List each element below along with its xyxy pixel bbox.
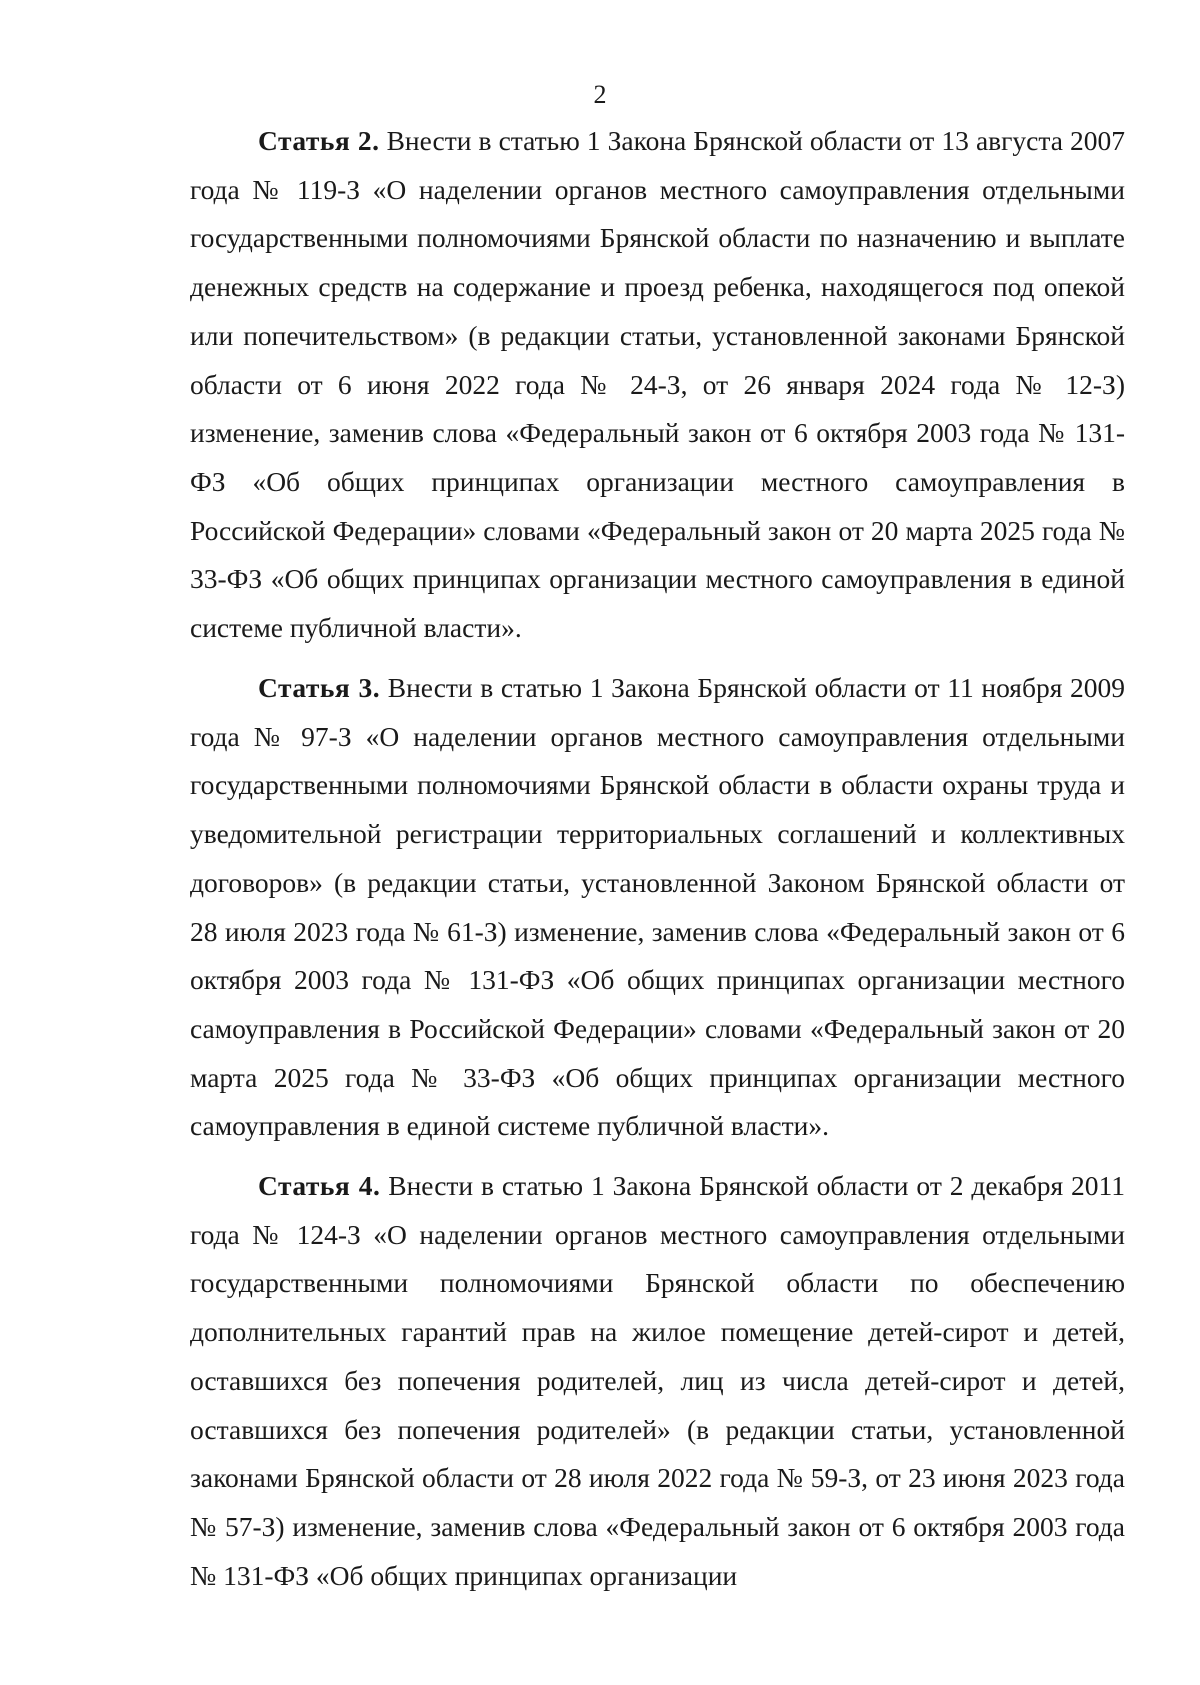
article-3-paragraph bbox=[190, 664, 1125, 1151]
article-2-paragraph bbox=[190, 117, 1125, 653]
article-4-title: Статья 4. bbox=[258, 1170, 381, 1201]
article-2-title: Статья 2. bbox=[258, 125, 380, 156]
article-2-text: Внести в статью 1 Закона Брянской области от 13 августа 2007 года № 119-З «О наделении органов местного самоуправления отдельными государственными полномочиями Брянской области по назначению и выплате денежных средств на содержание и проезд ребенка, находящегося под опекой или попечительством» (в редакции статьи, установленной законами Брянской области от 6 июня 2022 года № 24-З, от 26 января 2024 года № 12-З) изменение, заменив слова «Федеральный закон от 6 октября 2003 года № 131-ФЗ «Об общих принципах организации местного самоуправления в Российской Федерации» словами «Федеральный закон от 20 марта 2025 года № 33-ФЗ «Об общих принципах организации местного самоуправления в единой системе публичной власти». bbox=[190, 125, 1126, 644]
article-4-paragraph bbox=[190, 1162, 1125, 1600]
article-3-title: Статья 3. bbox=[258, 672, 381, 703]
article-4-text: Внести в статью 1 Закона Брянской области от 2 декабря 2011 года № 124-З «О наделении органов местного самоуправления отдельными государственными полномочиями Брянской области по обеспечению дополнительных гарантий прав на жилое помещение детей-сирот и детей, оставшихся без попечения родителей, лиц из числа детей-сирот и детей, оставшихся без попечения родителей» (в редакции статьи, установленной законами Брянской области от 28 июля 2022 года № 59-З, от 23 июня 2023 года № 57-З) изменение, заменив слова «Федеральный закон от 6 октября 2003 года № 131-ФЗ «Об общих принципах организации bbox=[190, 1170, 1126, 1591]
page-number: 2 bbox=[593, 80, 607, 109]
article-3-text: Внести в статью 1 Закона Брянской области от 11 ноября 2009 года № 97-З «О наделении органов местного самоуправления отдельными государственными полномочиями Брянской области в области охраны труда и уведомительной регистрации территориальных соглашений и коллективных договоров» (в редакции статьи, установленной Законом Брянской области от 28 июля 2023 года № 61-З) изменение, заменив слова «Федеральный закон от 6 октября 2003 года № 131-ФЗ «Об общих принципах организации местного самоуправления в Российской Федерации» словами «Федеральный закон от 20 марта 2025 года № 33-ФЗ «Об общих принципах организации местного самоуправления в единой системе публичной власти». bbox=[190, 672, 1125, 1142]
